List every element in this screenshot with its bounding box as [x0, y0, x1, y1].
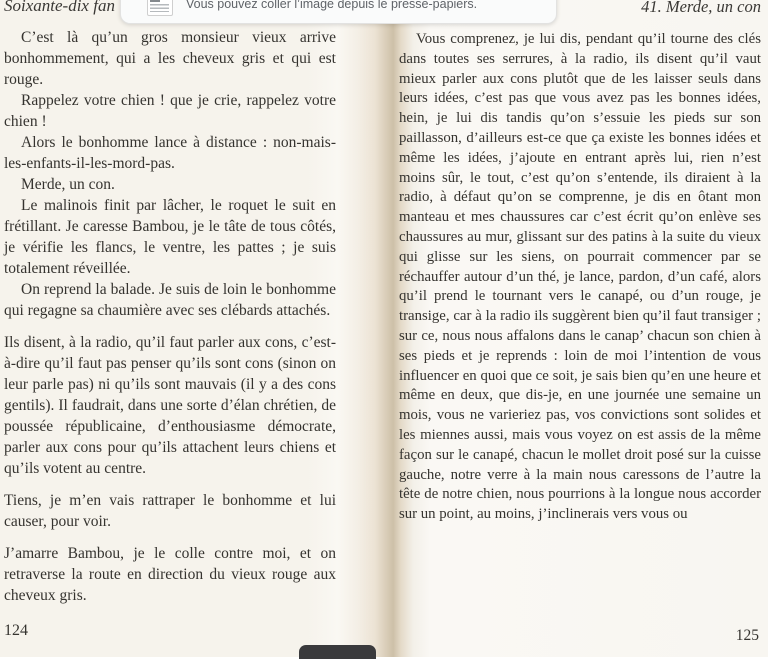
right-page-text-column [399, 30, 761, 525]
paragraph: Ils disent, à la radio, qu’il faut parler aux cons, c’est-à-dire qu’il faut pas penser qu’ils sont cons (sinon on leur parle pas) ni qu’ils sont mauvais (il y a des cons gentils). Il faudrait, dans une sorte d’élan chrétien, de poussée républicaine, d’enthousiasme démocrate, parler aux cons pour qu’ils attachent leurs chiens et qu’ils votent au centre. [4, 334, 336, 477]
paragraph: Vous comprenez, je lui dis, pendant qu’il tourne des clés dans toutes ses serrures, à la radio, ils disent qu’il vaut mieux parler aux cons plutôt que de les laisser seuls dans leurs idées, c’est pas que vous avez pas les bonnes idées, hein, je lui dis tandis qu’on s’essuie les pieds sur son paillasson, d’ailleurs est-ce que ça existe les bonnes idées et même les idées, j’ajoute en entrant après lui, rien n’est moins sûr, le tout, c’est qu’on s’entende, ils diraient à la radio, à défaut qu’on se comprenne, je dis en ôtant mon manteau et mes chaussures car c’est écrit qu’on enlève ses chaussures au mur, glissant sur des patins à la suite du vieux qui glisse sur les siens, on pourrait commencer par se réchauffer autour d’un thé, je lance, pardon, d’un café, alors qu’il prend le tournant vers le canapé, ou d’un rouge, je transige, car à la radio ils suggèrent bien qu’il faut transiger ; sur ce, nous nous affalons dans le canap’ chacun son chien à ses pieds et je reprends : loin de moi l’intention de vous influencer en quoi que ce soit, je sais bien qu’en une heure et même en deux, que dis-je, en une journée une semaine un mois, vous ne varieriez pas, vos convictions sont solides et les miennes aussi, mais vous voyez on est assis de la même façon sur le canapé, chacun le mollet droit posé sur la cuisse gauche, notre verre à la main nous caressons de l’autre la tête de notre chien, nous pourrions à la longue nous accorder sur un point, au moins, j’inclinerais vers vous ou [399, 31, 761, 523]
paragraph: Alors le bonhomme lance à distance : non-mais-les-enfants-il-les-mord-pas. [4, 134, 336, 172]
clipboard-image-preview-icon [147, 0, 173, 16]
left-page-text-column [4, 27, 336, 606]
paste-image-tooltip [120, 0, 557, 24]
paragraph: Le malinois finit par lâcher, le roquet le suit en frétillant. Je caresse Bambou, je le tâte de tous côtés, je vérifie les flancs, le ventre, les pattes ; je suis totalement réveillée. [4, 197, 336, 277]
paragraph: C’est là qu’un gros monsieur vieux arrive bonhommement, qui a les cheveux gris et qui est rouge. [4, 29, 336, 88]
left-running-header: Soixante-dix fan [4, 0, 115, 15]
paragraph: Tiens, je m’en vais rattraper le bonhomme et lui causer, pour voir. [4, 492, 336, 530]
paragraph: On reprend la balade. Je suis de loin le bonhomme qui regagne sa chaumière avec ses clébards attachés. [4, 281, 336, 319]
paragraph: Rappelez votre chien ! que je crie, rappelez votre chien ! [4, 92, 336, 130]
right-page-number: 125 [735, 627, 759, 644]
paragraph: Merde, un con. [21, 176, 115, 193]
right-running-header: 41. Merde, un con [641, 0, 761, 16]
tooltip-text: Vous pouvez coller l’image depuis le presse-papiers. [186, 0, 478, 11]
paragraph: J’amarre Bambou, je le colle contre moi, et on retraverse la route en direction du vieux rouge aux cheveux gris. [4, 545, 336, 604]
left-page-number: 124 [4, 622, 28, 639]
